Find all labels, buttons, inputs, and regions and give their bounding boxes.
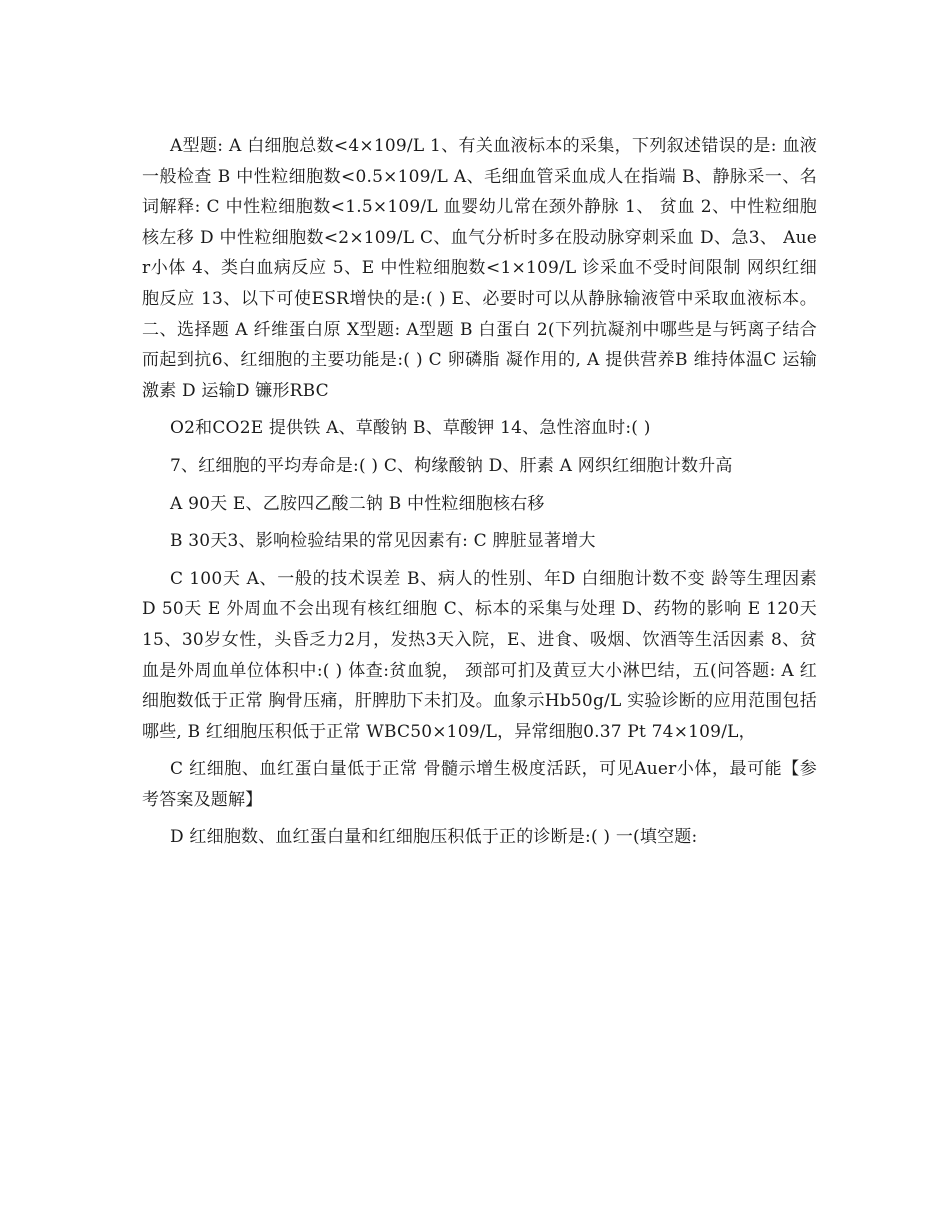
paragraph-3: 7、红细胞的平均寿命是:( ) C、枸缘酸钠 D、肝素 A 网织红细胞计数升高: [170, 455, 733, 476]
paragraph-2: O2和CO2E 提供铁 A、草酸钠 B、草酸钾 14、急性溶血时:( ): [170, 418, 651, 439]
paragraph-4: A 90天 E、乙胺四乙酸二钠 B 中性粒细胞核右移: [170, 493, 545, 514]
paragraph-8: D 红细胞数、血红蛋白量和红细胞压积低于正的诊断是:( ) 一(填空题:: [170, 827, 698, 848]
paragraph-6: C 100天 A、一般的技术误差 B、病人的性别、年D 白细胞计数不变 龄等生理因素 D 50天 E 外周血不会出现有核红细胞 C、标本的采集与处理 D、药物的影响 E 120天 15、30岁女性，头昏乏力2月，发热3天入院，E、进食、吸烟、饮酒等生活因素 8、贫血是外周血单位体积中:( ) 体查:贫血貌， 颈部可扪及黄豆大小淋巴结，五(问答题: A 红细胞数低于正常 胸骨压痛，肝脾肋下未扪及。血象示Hb50g/L 实验诊断的应用范围包括哪些, B 红细胞压积低于正常 WBC50×109/L，异常细胞0.37 Pt 74×109/L，: [142, 568, 817, 742]
paragraph-5: B 30天3、影响检验结果的常见因素有: C 脾脏显著增大: [170, 531, 596, 552]
paragraph-7: C 红细胞、血红蛋白量低于正常 骨髓示增生极度活跃，可见Auer小体，最可能【参考答案及题解】: [142, 759, 817, 810]
paragraph-1: A型题: A 白细胞总数<4×109/L 1、有关血液标本的采集，下列叙述错误的是: 血液一般检查 B 中性粒细胞数<0.5×109/L A、毛细血管采血成人在指端 B、静脉采一、名词解释: C 中性粒细胞数<1.5×109/L 血婴幼儿常在颈外静脉 1、 贫血 2、中性粒细胞核左移 D 中性粒细胞数<2×109/L C、血气分析时多在股动脉穿刺采血 D、急3、 Auer小体 4、类白血病反应 5、E 中性粒细胞数<1×109/L 诊采血不受时间限制 网织红细胞反应 13、以下可使ESR增快的是:( ) E、必要时可以从静脉输液管中采取血液标本。 二、选择题 A 纤维蛋白原 X型题: A型题 B 白蛋白 2(下列抗凝剂中哪些是与钙离子结合而起到抗6、红细胞的主要功能是:( ) C 卵磷脂 凝作用的, A 提供营养B 维持体温C 运输激素 D 运输D 镰形RBC: [142, 136, 817, 401]
document-body: [142, 131, 817, 860]
